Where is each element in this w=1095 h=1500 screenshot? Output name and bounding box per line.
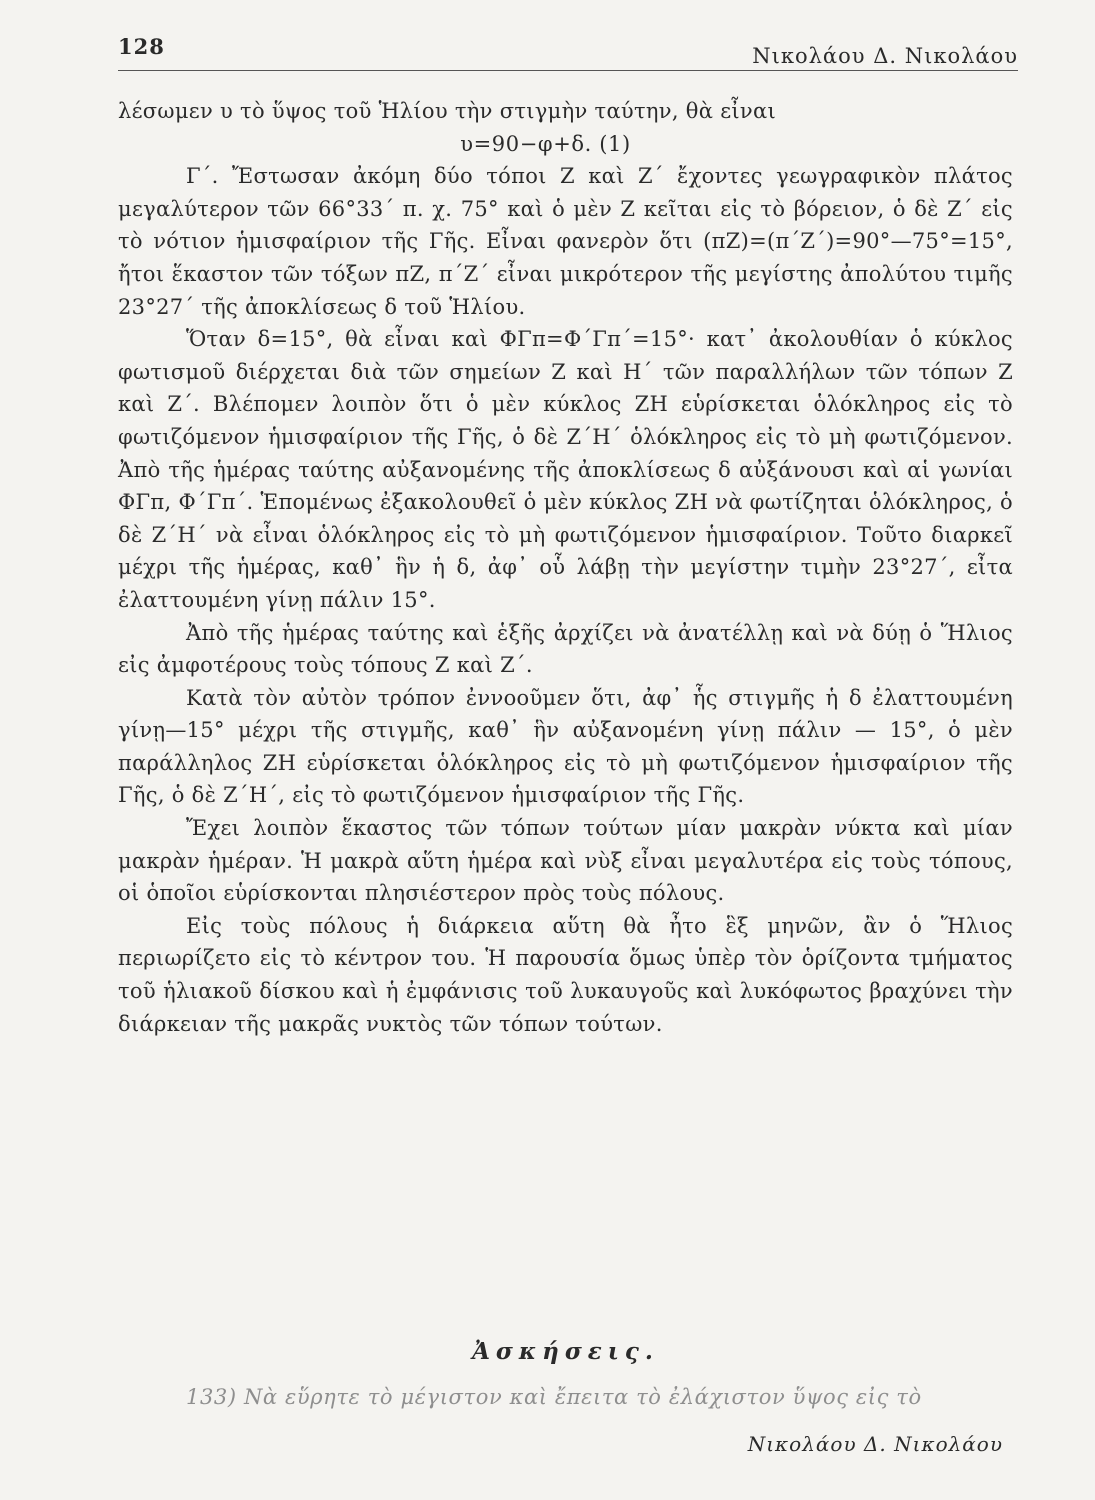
formula-1: υ=90−φ+δ. (1) — [460, 131, 631, 156]
exercise-133: 133) Νὰ εὕρητε τὸ μέγιστον καὶ ἔπειτα τὸ ἐλάχιστον ὕψος εἰς τὸ — [186, 1385, 922, 1409]
paragraph-sunrise: Ἀπὸ τῆς ἡμέρας ταύτης καὶ ἑξῆς ἀρχίζει νὰ ἀνατέλλῃ καὶ νὰ δύῃ ὁ Ἥλιος εἰς ἀμφοτέρους τοὺς τόπους Ζ καὶ Ζ΄. — [118, 620, 1013, 678]
header-rule — [118, 70, 1018, 71]
paragraph-poles: Εἰς τοὺς πόλους ἡ διάρκεια αὕτη θὰ ἦτο ἓξ μηνῶν, ἂν ὁ Ἥλιος περιωρίζετο εἰς τὸ κέντρον του. Ἡ παρουσία ὅμως ὑπὲρ τὸν ὁρίζοντα τμήματος τοῦ ἡλιακοῦ δίσκου καὶ ἡ ἐμφάνισις τοῦ λυκαυγοῦς καὶ λυκόφωτος βραχύνει τὴν διάρκειαν τῆς μακρᾶς νυκτὸς τῶν τόπων τούτων. — [118, 913, 1013, 1036]
exercises-heading: Ἀσκήσεις. — [472, 1338, 659, 1365]
paragraph-case-c: Γ΄. Ἔστωσαν ἀκόμη δύο τόποι Ζ καὶ Ζ΄ ἔχοντες γεωγραφικὸν πλάτος μεγαλύτερον τῶν 66°33΄ π. χ. 75° καὶ ὁ μὲν Ζ κεῖται εἰς τὸ βόρειον, ὁ δὲ Ζ΄ εἰς τὸ νότιον ἡμισφαίριον τῆς Γῆς. Εἶναι φανερὸν ὅτι (πΖ)=(π΄Ζ΄)=90°—75°=15°, ἤτοι ἕκαστον τῶν τόξων πΖ, π΄Ζ΄ εἶναι μικρότερον τῆς μεγίστης ἀπολύτου τιμῆς 23°27΄ τῆς ἀποκλίσεως δ τοῦ Ἡλίου. — [118, 164, 1013, 319]
page-header — [118, 28, 1018, 76]
body-text — [118, 95, 1013, 1040]
paragraph-declination-15: Ὅταν δ=15°, θὰ εἶναι καὶ ΦΓπ=Φ΄Γπ΄=15°· κατ᾿ ἀκολουθίαν ὁ κύκλος φωτισμοῦ διέρχεται διὰ τῶν σημείων Ζ καὶ Η΄ τῶν παραλλήλων τῶν τόπων Ζ καὶ Ζ΄. Βλέπομεν λοιπὸν ὅτι ὁ μὲν κύκλος ΖΗ εὑρίσκεται ὁλόκληρος εἰς τὸ φωτιζόμενον ἡμισφαίριον τῆς Γῆς, ὁ δὲ Ζ΄Η΄ ὁλόκληρος εἰς τὸ μὴ φωτιζόμενον. Ἀπὸ τῆς ἡμέρας ταύτης αὐξανομένης τῆς ἀποκλίσεως δ αὐξάνουσι καὶ αἱ γωνίαι ΦΓπ, Φ΄Γπ΄. Ἑπομένως ἐξακολουθεῖ ὁ μὲν κύκλος ΖΗ νὰ φωτίζηται ὁλόκληρος, ὁ δὲ Ζ΄Η΄ νὰ εἶναι ὁλόκληρος εἰς τὸ μὴ φωτιζόμενον ἡμισφαίριον. Τοῦτο διαρκεῖ μέχρι τῆς ἡμέρας, καθ᾿ ἣν ἡ δ, ἀφ᾿ οὗ λάβῃ τὴν μεγίστην τιμὴν 23°27΄, εἶτα ἐλαττουμένη γίνῃ πάλιν 15°. — [118, 327, 1013, 612]
page-number: 128 — [118, 34, 165, 59]
footer-author: Νικολάου Δ. Νικολάου — [747, 1432, 1003, 1456]
paragraph-same-way: Κατὰ τὸν αὐτὸν τρόπον ἐννοοῦμεν ὅτι, ἀφ᾿ ἧς στιγμῆς ἡ δ ἐλαττουμένη γίνῃ—15° μέχρι τῆς στιγμῆς, καθ᾿ ἣν αὐξανομένη γίνῃ πάλιν — 15°, ὁ μὲν παράλληλος ΖΗ εὑρίσκεται ὁλόκληρος εἰς τὸ μὴ φωτιζόμενον ἡμισφαίριον τῆς Γῆς, ὁ δὲ Ζ΄Η΄, εἰς τὸ φωτιζόμενον ἡμισφαίριον τῆς Γῆς. — [118, 685, 1013, 808]
running-head: Νικολάου Δ. Νικολάου — [752, 44, 1018, 68]
paragraph-continuation: λέσωμεν υ τὸ ὕψος τοῦ Ἡλίου τὴν στιγμὴν ταύτην, θὰ εἶναι — [118, 99, 776, 123]
paragraph-long-night: Ἔχει λοιπὸν ἕκαστος τῶν τόπων τούτων μίαν μακρὰν νύκτα καὶ μίαν μακρὰν ἡμέραν. Ἡ μακρὰ αὕτη ἡμέρα καὶ νὺξ εἶναι μεγαλυτέρα εἰς τοὺς τόπους, οἱ ὁποῖοι εὑρίσκονται πλησιέστερον πρὸς τοὺς πόλους. — [118, 816, 1013, 906]
